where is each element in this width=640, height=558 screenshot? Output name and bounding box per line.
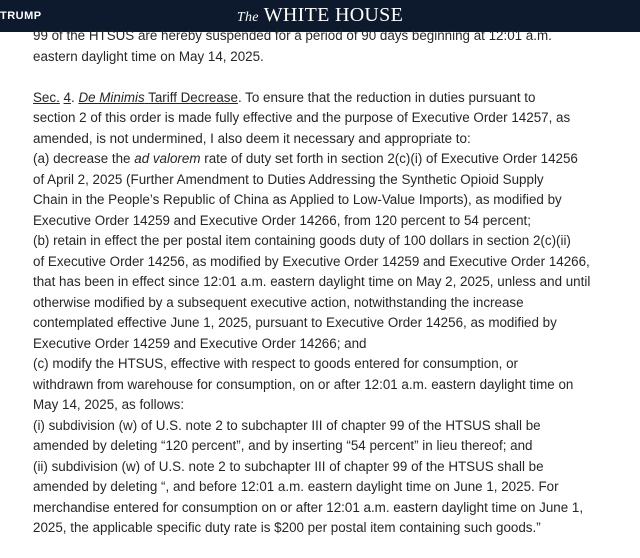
text-line: withdrawn from warehouse for consumption, on or after 12:01 a.m. eastern daylight time on (33, 376, 574, 392)
text-line: 2025, the applicable specific duty rate is $200 per postal item containing such goods.” (33, 520, 541, 535)
section-number: 4 (63, 89, 71, 105)
section-intro: To ensure that the reduction in duties pursuant to (245, 89, 536, 105)
text-line: amended by deleting “, and before 12:01 a.m. eastern daylight time on June 1, 2025. For (33, 479, 559, 494)
nav-label-trump[interactable]: TRUMP (0, 10, 42, 22)
clause-b-line: (b) retain in effect the per postal item containing goods duty of 100 dollars in section 2(c)(ii) (33, 233, 571, 248)
clause-a-italic: ad valorem (134, 151, 201, 166)
text-line: amended by deleting “120 percent”, and by inserting “54 percent” in lieu thereof; and (33, 438, 533, 453)
text-line: May 14, 2025, as follows: (33, 397, 185, 412)
subclause-ii-line: (ii) subdivision (w) of U.S. note 2 to subchapter III of chapter 99 of the HTSUS shall be (33, 458, 544, 474)
clause-a-prefix: (a) decrease the (33, 151, 131, 166)
text-line: eastern daylight time on May 14, 2025. (33, 48, 264, 64)
text-line: of Executive Order 14256, as modified by Executive Order 14259 and Executive Order 14266, (33, 253, 590, 269)
clause-a-suffix: rate of duty set forth in section 2(c)(i) of Executive Order 14256 (204, 151, 578, 166)
text-line: section 2 of this order is made fully effective and the purpose of Executive Order 14257, as (33, 110, 571, 125)
text-line: merchandise entered for consumption on or after 12:01 a.m. eastern daylight time on June 1, (33, 499, 584, 515)
logo-prefix: The (236, 10, 259, 25)
subclause-i-line: (i) subdivision (w) of U.S. note 2 to subchapter III of chapter 99 of the HTSUS shall be (33, 417, 541, 433)
logo-main: WHITE HOUSE (263, 4, 404, 26)
section-title-italic: De Minimis (78, 89, 145, 105)
clause-a-line (33, 149, 633, 170)
site-logo[interactable] (0, 4, 640, 27)
document-body (33, 26, 633, 539)
text-line: amended, is not undermined, I also deem it necessary and appropriate to: (33, 130, 471, 146)
text-line: that has been in effect since 12:01 a.m. eastern daylight time on May 2, 2025, unless and until (33, 274, 591, 289)
text-line: otherwise modified by a subsequent executive action, notwithstanding the increase (33, 294, 524, 310)
paragraph-gap (33, 67, 633, 88)
clause-c-line: (c) modify the HTSUS, effective with respect to goods entered for consumption, or (33, 356, 519, 371)
section-4-heading-line: Sec. 4. De Minimis Tariff Decrease. To ensure that the reduction in duties pursuant to (33, 89, 536, 105)
text-line: 99 of the HTSUS are hereby suspended for a period of 90 days beginning at 12:01 a.m. (33, 28, 552, 43)
text-line: Executive Order 14259 and Executive Order 14266; and (33, 335, 367, 351)
section-label: Sec. (33, 89, 60, 105)
text-line: contemplated effective June 1, 2025, pursuant to Executive Order 14256, as modified by (33, 315, 557, 330)
section-title-text: Tariff Decrease (148, 89, 238, 105)
text-line: of April 2, 2025 (Further Amendment to Duties Addressing the Synthetic Opioid Supply (33, 171, 544, 187)
text-line: Chain in the People’s Republic of China as Applied to Low-Value Imports), as modified by (33, 192, 562, 207)
text-line: Executive Order 14259 and Executive Order 14266, from 120 percent to 54 percent; (33, 212, 531, 228)
section-title (78, 90, 238, 105)
